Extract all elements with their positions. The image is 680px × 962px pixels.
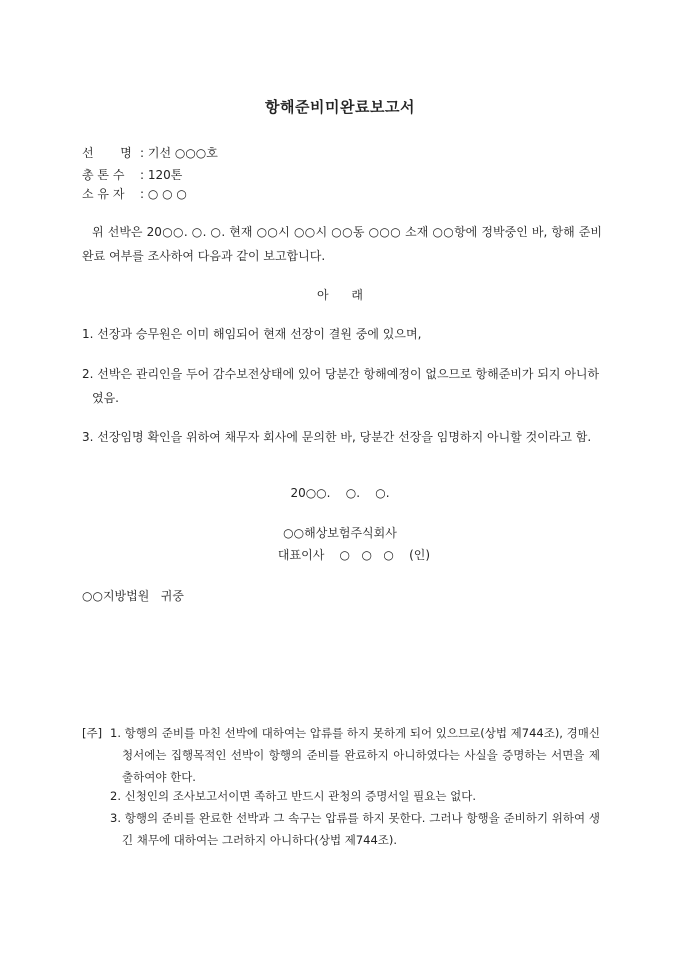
note-item: 2. 신청인의 조사보고서이면 족하고 반드시 관청의 증명서일 필요는 없다. [110, 789, 477, 803]
list-item: 2. 선박은 관리인을 두어 감수보전상태에 있어 당분간 항해예정이 없으므로 항해준비가 되지 아니하였음. [82, 367, 600, 405]
field-ship-name [82, 144, 218, 161]
field-value: : 120톤 [140, 168, 183, 182]
list-item: 3. 선장임명 확인을 위하여 채무자 회사에 문의한 바, 당분간 선장을 임명하지 아니할 것이라고 함. [82, 430, 592, 444]
company-name: ○○해상보험주식회사 [283, 526, 397, 540]
document-title: 항해준비미완료보고서 [265, 98, 415, 116]
field-value: : 기선 ○○○호 [140, 146, 218, 160]
report-date: 20○○. ○. ○. [290, 486, 390, 500]
section-heading: 아 래 [316, 288, 364, 302]
field-tonnage [82, 166, 182, 183]
intro-paragraph: 위 선박은 20○○. ○. ○. 현재 ○○시 ○○시 ○○동 ○○○ 소재 ○○항에 정박중인 바, 항해 준비완료 여부를 조사하여 다음과 같이 보고합니다. [82, 225, 602, 263]
note-item: 1. 항행의 준비를 마친 선박에 대하여는 압류를 하지 못하게 되어 있으므로(상법 제744조), 경매신청서에는 집행목적인 선박이 항행의 준비를 완료하지 아니하였다는 사실을 증명하는 서면을 제출하여야 한다. [110, 726, 600, 784]
recipient: ○○지방법원 귀중 [82, 589, 184, 603]
field-owner [82, 185, 187, 202]
field-label: 총 톤 수 [82, 168, 125, 182]
field-value: : ○ ○ ○ [140, 187, 187, 201]
list-item: 1. 선장과 승무원은 이미 해임되어 현재 선장이 결원 중에 있으며, [82, 327, 422, 341]
note-mark: [주] [82, 726, 103, 740]
field-label: 선 명 [82, 146, 132, 160]
representative-signature: 대표이사 ○ ○ ○ (인) [277, 548, 431, 562]
field-label: 소 유 자 [82, 187, 125, 201]
note-item: 3. 항행의 준비를 완료한 선박과 그 속구는 압류를 하지 못한다. 그러나 항행을 준비하기 위하여 생긴 채무에 대하여는 그러하지 아니하다(상법 제744조). [110, 811, 600, 847]
